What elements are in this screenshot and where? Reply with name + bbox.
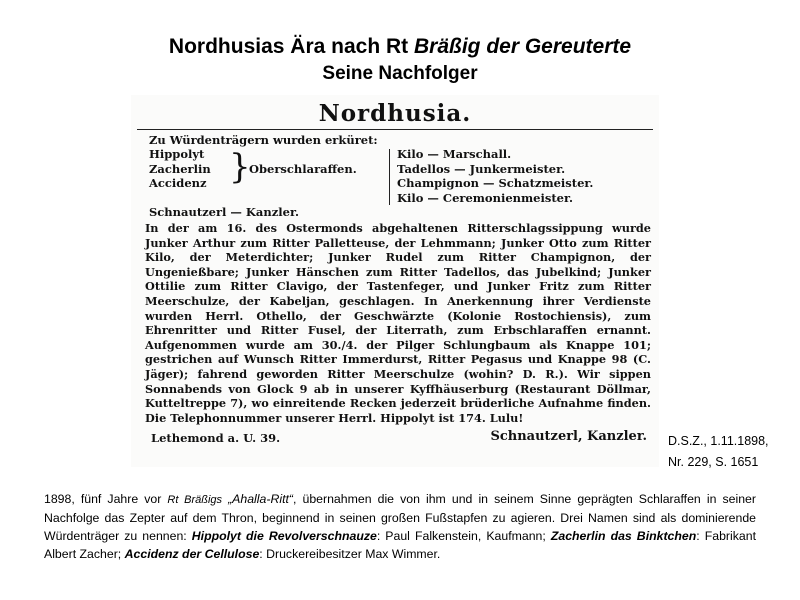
slide-subtitle: Seine Nachfolger: [322, 63, 478, 84]
summary-paragraph: [44, 490, 756, 563]
kanzler-line: Schnautzerl — Kanzler.: [149, 205, 299, 219]
officer-name: Hippolyt: [149, 147, 205, 161]
summary-italic: Rt Bräßigs: [167, 494, 223, 506]
dignitary-name: Hippolyt die Revolverschnauze: [191, 529, 377, 543]
officer-role: Kilo — Ceremonienmeister.: [397, 190, 573, 205]
summary-italic: „Ahalla-Ritt“: [222, 492, 293, 506]
summary-text: , übernahmen die von ihm und in seinem Sinne geprägten Schlaraffen in seiner Nachfolge das Zepter auf dem Thron, beginnend in seinen großen Fußstapfen zu agieren. Drei Namen sind als dominierende Würdenträger zu nennen:: [44, 492, 756, 543]
slide-title: [0, 34, 800, 59]
clipping-masthead: Nordhusia.: [318, 100, 472, 127]
oberschlaraffen-names: [149, 147, 211, 191]
oberschlaraffen-label: Oberschlaraffen.: [249, 162, 357, 176]
dignitary-detail: : Paul Falkenstein, Kaufmann;: [376, 529, 551, 543]
column-divider: [389, 149, 390, 205]
newspaper-clipping: [131, 95, 659, 467]
officer-role: Tadellos — Junkermeister.: [397, 161, 566, 176]
officers-list: [131, 147, 659, 221]
summary-text: 1898, fünf Jahre vor: [44, 492, 168, 506]
source-citation: [668, 431, 769, 473]
clipping-intro: Zu Würdenträgern wurden erküret:: [149, 133, 378, 147]
dignitary-name: Zacherlin das Binktchen: [550, 529, 697, 543]
officer-roles: [397, 147, 593, 205]
title-italic: Bräßig der Gereuterte: [413, 35, 632, 58]
dignitary-detail: : Fabrikant Albert Zacher;: [44, 529, 756, 561]
masthead-rule: [137, 129, 653, 130]
source-line-1: D.S.Z., 1.11.1898,: [668, 434, 769, 448]
clipping-signature: [131, 429, 659, 451]
brace-glyph: }: [229, 147, 251, 187]
officer-name: Zacherlin: [149, 161, 211, 176]
signature-name: Schnautzerl, Kanzler.: [490, 429, 647, 445]
signature-date: Lethemond a. U. 39.: [151, 431, 281, 446]
officer-role: Kilo — Marschall.: [397, 147, 512, 161]
dignitary-name: Accidenz der Cellulose: [124, 547, 260, 561]
officer-name: Accidenz: [149, 176, 207, 190]
officer-role: Champignon — Schatzmeister.: [397, 176, 594, 190]
clipping-body: In der am 16. des Ostermonds abgehaltenen Ritterschlagssippung wurde Junker Arthur zum Ritter Palletteuse, der Lehmmann; Junker Otto zum Ritter Kilo, der Meterdichter; Junker Rudel zum Ritter Champignon, der Ungenießbare; Junker Hänschen zum Ritter Tadellos, das Jubelkind; Junker Ottilie zum Ritter Clavigo, der Tastenfeger, und Junker Fritz zum Ritter Meerschulze, der Kabeljan, geschlagen. In Anerkennung ihrer Verdienste wurden Herrl. Othello, der Geschwärzte (Kolonie Rostochiensis), zum Ehrenritter und Ritter Fusel, der Literrath, zum Erbschlaraffen ernannt. Aufgenommen wurde am 30./4. der Pilger Schlungbaum als Knappe 101; gestrichen auf Wunsch Ritter Immerdurst, Ritter Pegasus und Knappe 98 (C. Jäger); fahrend geworden Ritter Meerschulze (wohin? D. R.). Wir sippen Sonnabends von Glock 9 ab in unserer Kyffhäuserburg (Restaurant Döllmar, Kutteltreppe 7), wo einreitende Recken jederzeit brüderliche Aufnahme finden. Die Telephonnummer unserer Herrl. Hippolyt ist 174. Lulu!: [145, 221, 651, 425]
dignitary-detail: : Druckereibesitzer Max Wimmer.: [259, 547, 441, 561]
source-line-2: Nr. 229, S. 1651: [668, 455, 759, 469]
title-prefix: Nordhusias Ära nach Rt: [168, 35, 414, 58]
